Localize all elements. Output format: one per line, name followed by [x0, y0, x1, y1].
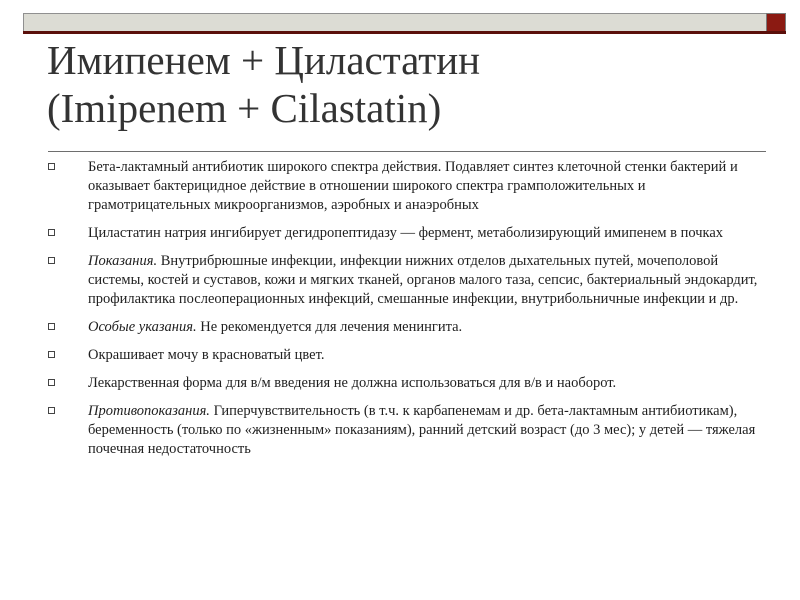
square-bullet-icon [48, 257, 55, 264]
item-text: Гиперчувствительность (в т.ч. к карбапенемам и др. бета-лактамным антибиотикам), беременность (только по «жизненным» показаниям), ранний детский возраст (до 3 мес); у детей — тяжелая почечная недостаточность [88, 403, 756, 457]
item-label: Показания. [88, 253, 158, 269]
square-bullet-icon [48, 351, 55, 358]
item-text: Бета-лактамный антибиотик широкого спектра действия. Подавляет синтез клеточной стенки бактерий и оказывает бактерицидное действие в отношении широкого спектра грамположительных и грамотрицательных микроорганизмов, аэробных и анаэробных [88, 159, 738, 213]
slide-title-line-1: Имипенем + Циластатин [47, 37, 481, 83]
square-bullet-icon [48, 163, 55, 170]
square-bullet-icon [48, 229, 55, 236]
list-item [48, 252, 758, 309]
header-accent-line [23, 31, 786, 34]
item-text: Лекарственная форма для в/м введения не должна использоваться для в/в и наоборот. [88, 375, 617, 391]
slide-title [47, 36, 747, 132]
list-item [48, 318, 758, 337]
item-text: Циластатин натрия ингибирует дегидропептидазу — фермент, метаболизирующий имипенем в почках [88, 225, 724, 241]
list-item [48, 158, 758, 215]
item-label: Противопоказания. [88, 403, 210, 419]
square-bullet-icon [48, 407, 55, 414]
corner-square-decoration [766, 13, 786, 33]
square-bullet-icon [48, 379, 55, 386]
item-text: Не рекомендуется для лечения менингита. [196, 319, 463, 335]
item-text: Окрашивает мочу в красноватый цвет. [88, 347, 325, 363]
list-item [48, 224, 758, 243]
item-label: Особые указания. [88, 319, 197, 335]
bullet-list [48, 158, 758, 468]
list-item [48, 374, 758, 393]
square-bullet-icon [48, 323, 55, 330]
list-item [48, 346, 758, 365]
slide-title-line-2: (Imipenem + Cilastatin) [47, 85, 442, 131]
title-divider [48, 151, 766, 152]
header-bar [23, 13, 786, 33]
item-text: Внутрибрюшные инфекции, инфекции нижних отделов дыхательных путей, мочеполовой системы, костей и суставов, кожи и мягких тканей, органов малого таза, сепсис, бактериальный эндокардит, профилактика послеоперационных инфекций, смешанные инфекции, внутрибольничные инфекции и др. [88, 253, 758, 307]
list-item [48, 402, 758, 459]
